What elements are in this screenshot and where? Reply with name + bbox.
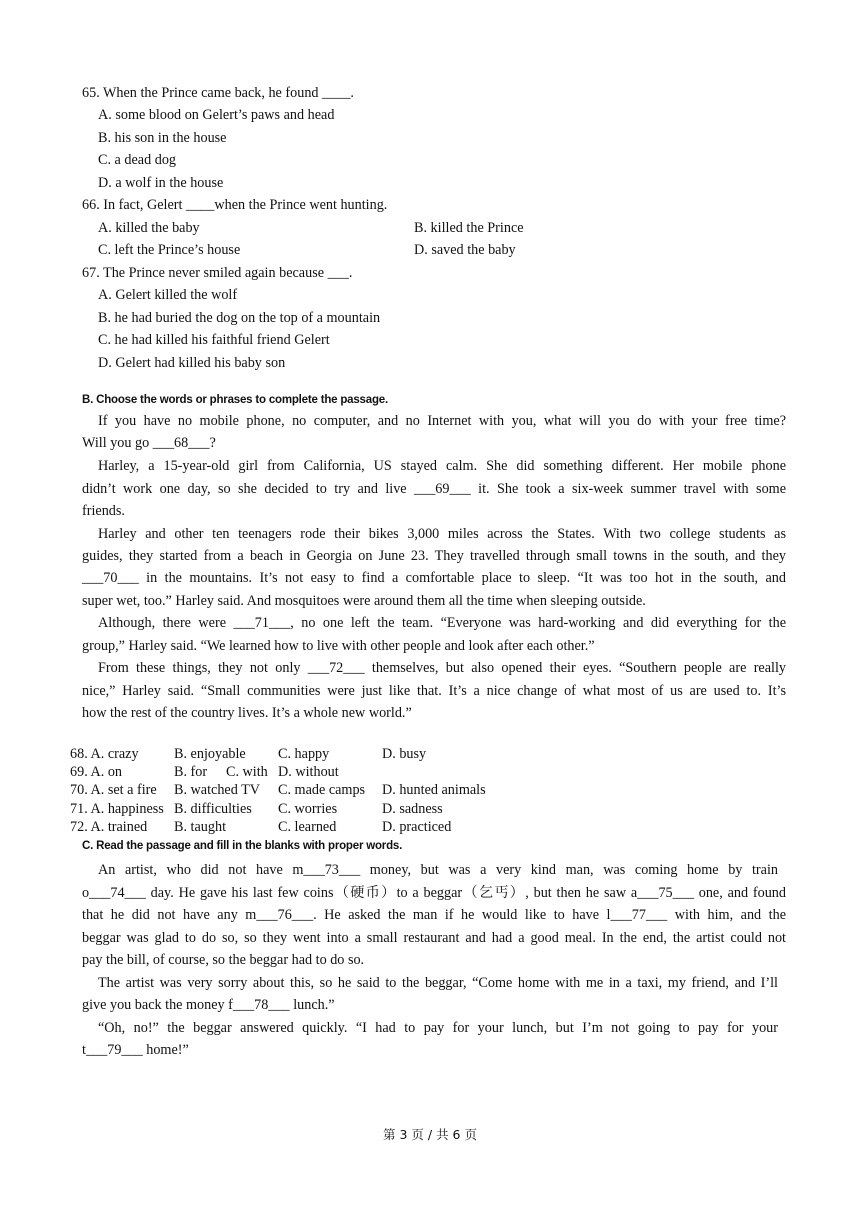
option-72-b: B. taught xyxy=(174,819,227,835)
passage-c-line: An artist, who did not have m___73___ money, but was a very kind man, was coming home by train xyxy=(98,862,778,878)
question-67-option-d: D. Gelert had killed his baby son xyxy=(98,355,286,371)
question-65-option-d: D. a wolf in the house xyxy=(98,175,224,191)
passage-c-line: t___79___ home!” xyxy=(82,1042,189,1058)
question-65-stem: 65. When the Prince came back, he found ____. xyxy=(82,85,354,101)
section-b-heading: B. Choose the words or phrases to complete the passage. xyxy=(82,394,388,406)
section-c-heading: C. Read the passage and fill in the blanks with proper words. xyxy=(82,840,403,852)
question-67-option-b: B. he had buried the dog on the top of a mountain xyxy=(98,310,381,326)
question-67-option-a: A. Gelert killed the wolf xyxy=(98,287,238,303)
question-66-option-c: C. left the Prince’s house xyxy=(98,242,241,258)
question-66-option-b: B. killed the Prince xyxy=(414,220,524,236)
option-69-a: 69. A. on xyxy=(70,764,123,780)
passage-c-line: o___74___ day. He gave his last few coins（硬币）to a beggar（乞丐）, but then he saw a___75___ one, and found xyxy=(82,885,786,901)
option-68-d: D. busy xyxy=(382,746,427,762)
passage-b-line: nice,” Harley said. “Small communities were just like that. It’s a nice change of what most of us are used to. It’s xyxy=(82,683,786,699)
passage-b-line: Will you go ___68___? xyxy=(82,435,216,451)
question-67-option-c: C. he had killed his faithful friend Gelert xyxy=(98,332,330,348)
option-69-d: D. without xyxy=(278,764,339,780)
passage-b-line: Harley and other ten teenagers rode their bikes 3,000 miles across the States. With two college students as xyxy=(98,526,786,542)
option-70-a: 70. A. set a fire xyxy=(70,782,157,798)
passage-b-line: friends. xyxy=(82,503,125,519)
option-68-c: C. happy xyxy=(278,746,330,762)
option-68-a: 68. A. crazy xyxy=(70,746,139,762)
page-number-footer: 第 3 页 / 共 6 页 xyxy=(383,1127,477,1142)
passage-b-line: From these things, they not only ___72___ themselves, but also opened their eyes. “Southern people are really xyxy=(98,660,786,676)
passage-c-line: The artist was very sorry about this, so he said to the beggar, “Come home with me in a taxi, my friend, and I’ll xyxy=(98,975,778,991)
passage-c-line: give you back the money f___78___ lunch.” xyxy=(82,997,335,1013)
option-72-c: C. learned xyxy=(278,819,337,835)
passage-b-line: Harley, a 15-year-old girl from California, US stayed calm. She did something different. Her mobile phone xyxy=(98,458,786,474)
option-70-c: C. made camps xyxy=(278,782,366,798)
option-69-b: B. for xyxy=(174,764,208,780)
passage-c-line: pay the bill, of course, so the beggar had to do so. xyxy=(82,952,365,968)
option-71-a: 71. A. happiness xyxy=(70,801,164,817)
option-69-c: C. with xyxy=(226,764,268,780)
option-72-d: D. practiced xyxy=(382,819,452,835)
question-67-stem: 67. The Prince never smiled again because ___. xyxy=(82,265,353,281)
option-68-b: B. enjoyable xyxy=(174,746,246,762)
question-65-option-c: C. a dead dog xyxy=(98,152,177,168)
passage-c-line: beggar was glad to do so, so they went into a small restaurant and had a good meal. In the end, the artist could not xyxy=(82,930,786,946)
passage-b-line: group,” Harley said. “We learned how to live with other people and look after each other.” xyxy=(82,638,595,654)
passage-b-line: ___70___ in the mountains. It’s not easy to find a comfortable place to sleep. “It was too hot in the south, and xyxy=(82,570,786,586)
passage-b-line: If you have no mobile phone, no computer, and no Internet with you, what will you do with your free time? xyxy=(98,413,786,429)
question-66-option-d: D. saved the baby xyxy=(414,242,516,258)
option-71-c: C. worries xyxy=(278,801,338,817)
question-65-option-b: B. his son in the house xyxy=(98,130,227,146)
passage-b-line: Although, there were ___71___, no one left the team. “Everyone was hard-working and did everything for the xyxy=(98,615,786,631)
passage-b-line: how the rest of the country lives. It’s a whole new world.” xyxy=(82,705,412,721)
passage-c-line: “Oh, no!” the beggar answered quickly. “I had to pay for your lunch, but I’m not going to pay for your xyxy=(98,1020,778,1036)
question-65-option-a: A. some blood on Gelert’s paws and head xyxy=(98,107,335,123)
option-70-b: B. watched TV xyxy=(174,782,261,798)
passage-b-line: guides, they started from a beach in Georgia on June 23. They travelled through small towns in the south, and they xyxy=(82,548,786,564)
option-71-d: D. sadness xyxy=(382,801,443,817)
option-70-d: D. hunted animals xyxy=(382,782,486,798)
passage-c-line: that he did not have any m___76___. He asked the man if he would like to have l___77___ with him, and the xyxy=(82,907,786,923)
question-66-option-a: A. killed the baby xyxy=(98,220,200,236)
passage-b-line: didn’t work one day, so she decided to try and live ___69___ it. She took a six-week summer travel with some xyxy=(82,481,786,497)
option-72-a: 72. A. trained xyxy=(70,819,148,835)
option-71-b: B. difficulties xyxy=(174,801,252,817)
passage-b-line: super wet, too.” Harley said. And mosquitoes were around them all the time when sleeping outside. xyxy=(82,593,646,609)
question-66-stem: 66. In fact, Gelert ____when the Prince went hunting. xyxy=(82,197,388,213)
